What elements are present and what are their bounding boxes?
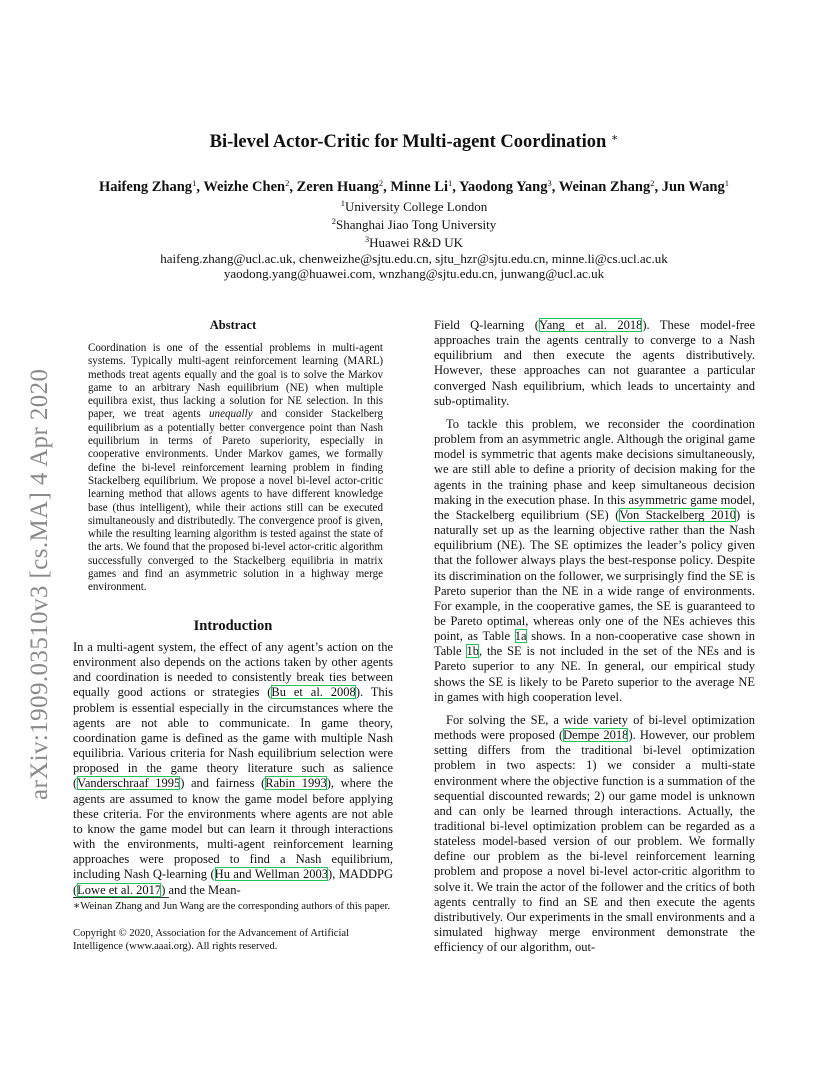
footnote-text: ∗Weinan Zhang and Jun Wang are the corresponding authors of this paper. <box>73 901 391 912</box>
author-name: Weinan Zhang <box>558 179 651 195</box>
affiliation-line <box>0 196 828 214</box>
text-run: shows. In a non-cooperative case shown in Table <box>434 629 756 659</box>
author-name: Yaodong Yang <box>458 179 548 195</box>
author-affiliation-mark: 2 <box>285 178 290 188</box>
citation-link[interactable]: Von Stackelberg 2010 <box>619 507 737 522</box>
text-run: ). This problem is essential especially in the circumstances where the agents are not able to communicate. In game theory, coordination game is defined as the game with multiple Nash equilibria. Various criteria for Nash equilibrium selection were proposed in the game theory literature such as salience ( <box>73 685 393 791</box>
affiliations <box>0 196 828 281</box>
copyright-notice: Copyright © 2020, Association for the Advancement of Artificial Intelligence (www.aaai.org). All rights reserved. <box>73 928 350 952</box>
title-text: Bi-level Actor-Critic for Multi-agent Coordination <box>209 132 607 152</box>
citation-link[interactable]: Vanderschraaf 1995 <box>77 776 181 791</box>
introduction-heading: Introduction <box>193 618 273 634</box>
abstract-heading: Abstract <box>209 318 257 332</box>
text-run: In a multi-agent system, the effect of any agent’s action on the environment also depends on the actions taken by other agents and coordination is needed to consistently break ties between equally good actions or strategies ( <box>73 640 393 700</box>
affiliation-mark: 2 <box>331 216 336 227</box>
author-affiliation-mark: 1 <box>192 178 197 188</box>
title-footnote-mark: ∗ <box>610 132 619 144</box>
author-affiliation-mark: 2 <box>650 178 655 188</box>
author-affiliation-mark: 3 <box>547 178 552 188</box>
right-column <box>434 318 755 955</box>
text-run: ). However, our problem setting differs from the traditional bi-level optimization problem in two aspects: 1) we consider a multi-state environment where the objective function is a summation of the sequential discounted rewards; 2) our game model is unknown and can only be learned through interactions. Actually, the traditional bi-level optimization problem can be regarded as a stateless model-based version of our problem. We formally define our problem as the bi-level reinforcement learning problem and propose a novel bi-level actor-critic algorithm to solve it. We train the actor of the follower and the critics of both agents centrally to find an SE and then execute the agents distributively. Our experiments in the small environments and a simulated highway merge environment demonstrate the efficiency of our algorithm, out- <box>434 728 755 955</box>
author-affiliation-mark: 1 <box>448 178 453 188</box>
author-name: Zeren Huang <box>296 179 379 195</box>
body-paragraph <box>434 713 755 956</box>
emphasis: unequally <box>209 408 253 421</box>
text-run: For solving the SE, a wide variety of bi-level optimization methods were proposed ( <box>434 712 755 743</box>
arxiv-sidebar-stamp: arXiv:1909.03510v3 [cs.MA] 4 Apr 2020 <box>26 368 53 800</box>
citation-link[interactable]: Bu et al. 2008 <box>271 685 356 700</box>
text-run: ) is naturally set up as the learning objective rather than the Nash equilibrium (NE). The SE optimizes the leader’s policy given that the follower always plays the best-response policy. Despite its discrimination on the follower, we surprisingly find the SE is Pareto superior than the NE in a wide range of environments. For example, in the cooperative games, the SE is guaranteed to be Pareto optimal, whereas only one of the NEs achieves this point, as Table <box>434 507 755 644</box>
text-run: ) and fairness ( <box>180 776 266 791</box>
author-affiliation-mark: 2 <box>378 178 384 188</box>
email-line: haifeng.zhang@ucl.ac.uk, chenweizhe@sjtu.edu.cn, sjtu_hzr@sjtu.edu.cn, minne.li@cs.ucl.ac.uk <box>160 250 668 266</box>
paper-title <box>0 131 828 153</box>
affiliation-mark: 3 <box>364 234 370 245</box>
affiliation-name: Huawei R&D UK <box>369 235 464 251</box>
citation-link[interactable]: 1b <box>466 644 479 659</box>
body-paragraph <box>434 417 755 705</box>
text-run: Field Q-learning ( <box>434 318 539 332</box>
citation-link[interactable]: Yang et al. 2018 <box>538 318 643 332</box>
author-name: Minne Li <box>390 179 449 195</box>
citation-link[interactable]: Lowe et al. 2017 <box>77 882 162 897</box>
abstract-body <box>88 342 383 595</box>
text-run: ), MADDPG ( <box>73 867 393 897</box>
citation-link[interactable]: Rabin 1993 <box>265 776 327 791</box>
citation-link[interactable]: Dempe 2018 <box>563 728 629 743</box>
author-affiliation-mark: 1 <box>724 178 729 188</box>
author-name: Haifeng Zhang <box>99 179 193 195</box>
citation-link[interactable]: Hu and Wellman 2003 <box>214 867 329 882</box>
body-paragraph <box>434 318 755 409</box>
author-name: Jun Wang <box>661 179 725 195</box>
intro-paragraph <box>73 640 393 898</box>
footnote-rule <box>73 897 169 898</box>
footnote <box>73 901 395 914</box>
text-run: ), where the agents are assumed to know the game model before applying these criteria. For the environments where agents are not able to know the game model but can learn it through interactions with the environments, multi-agent reinforcement learning approaches were proposed to find a Nash equilibrium, including Nash Q-learning ( <box>73 776 393 882</box>
citation-link[interactable]: 1a <box>514 629 527 644</box>
text-run: Coordination is one of the essential problems in multi-agent systems. Typically multi-agent reinforcement learning (MARL) methods treat agents equally and the goal is to solve the Markov game to an arbitrary Nash equilibrium (NE) when multiple equilibra exist, thus lacking a solution for NE selection. In this paper, we treat agents <box>88 342 383 421</box>
left-column <box>73 640 393 898</box>
affiliation-name: University College London <box>344 199 488 214</box>
author-name: Weizhe Chen <box>203 179 286 195</box>
affiliation-line <box>0 214 828 232</box>
affiliation-line <box>0 232 828 250</box>
text-run: and consider Stackelberg equilibrium as a potentially better convergence point than Nash equilibrium in terms of Pareto superiority, especially in cooperative environments. Under Markov games, we formally define the bi-level reinforcement learning problem in finding Stackelberg equilibrium. We propose a novel bi-level actor-critic learning method that allows agents to have different knowledge base (thus intelligent), while their actions still can be executed simultaneously and distributedly. The convergence proof is given, while the resulting learning algorithm is tested against the state of the arts. We found that the proposed bi-level actor-critic algorithm successfully converged to the Stackelberg equilibria in matrix games and find an asymmetric solution in a highway merge environment. <box>88 408 383 594</box>
text-run: ). These model-free approaches train the agents centrally to converge to a Nash equilibrium and then execute the agents distributively. However, these approaches can not guarantee a particular converged Nash equilibrium, which leads to uncertainty and sub-optimality. <box>434 318 755 408</box>
text-run: ) and the Mean- <box>161 882 241 897</box>
text-run: To tackle this problem, we reconsider the coordination problem from an asymmetric angle. Although the original game model is symmetric that agents make decisions simultaneously, we are still able to define a priority of decision making for the agents in the training phase and keep simultaneous decision making in the execution phase. In this asymmetric game model, the Stackelberg equilibrium (SE) ( <box>434 416 755 522</box>
email-line: yaodong.yang@huawei.com, wnzhang@sjtu.edu.cn, junwang@ucl.ac.uk <box>223 265 605 281</box>
affiliation-name: Shanghai Jiao Tong University <box>335 217 497 233</box>
affiliation-mark: 1 <box>340 198 345 208</box>
text-run: , the SE is not included in the set of the NEs and is Pareto superior to any NE. In general, our empirical study shows the SE is likely to be Pareto superior to the average NE in games with high cooperation level. <box>434 644 755 704</box>
author-list: Haifeng Zhang$^1$, Weizhe Chen$^2$, Zeren Huang$^2$, Minne Li$^1$, Yaodong Yang$^3$, Weinan Zhang$^2$, Jun Wang$^1$ <box>99 178 729 195</box>
